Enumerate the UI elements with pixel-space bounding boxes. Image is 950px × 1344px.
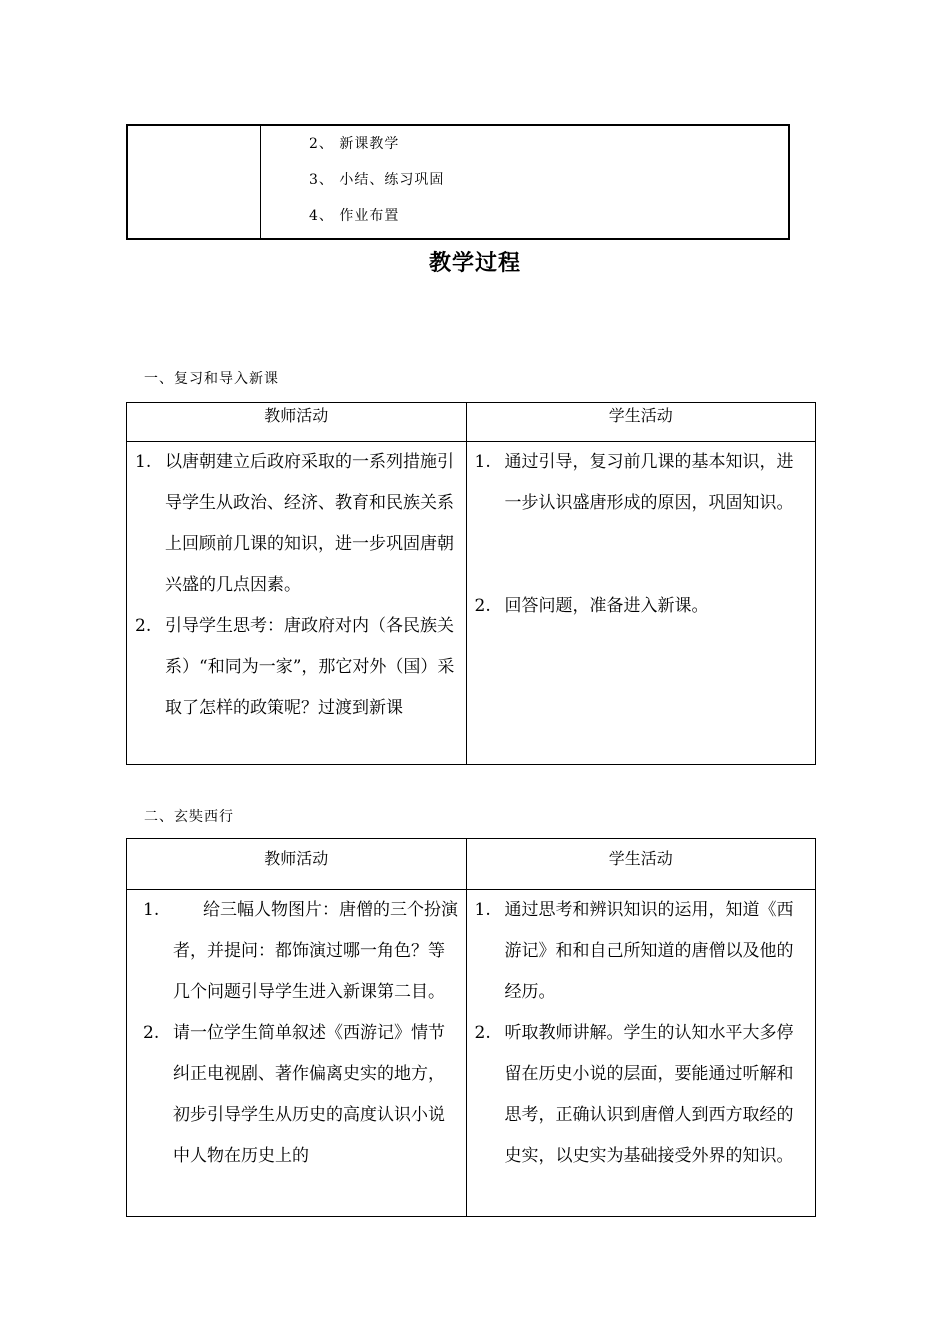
item-number: 1. [474,900,491,920]
activity-table-xuanzang [126,838,816,1217]
spacer [467,524,815,586]
list-item [467,890,815,1013]
list-item [467,442,815,524]
item-text: 通过思考和辨识知识的运用，知道《西游记》和和自己所知道的唐僧以及他的经历。 [504,900,794,1002]
step-item: 4、 作业布置 [309,208,400,224]
section-title-xuanzang: 二、玄奘西行 [144,809,234,825]
item-text: 听取教师讲解。学生的认知水平大多停留在历史小说的层面，要能通过听解和思考，正确认识到唐僧人到西方取经的史实，以史实为基础接受外界的知识。 [504,1023,794,1166]
item-number: 1. [135,452,152,472]
item-number: 2. [135,616,152,636]
item-text: 请一位学生简单叙述《西游记》情节纠正电视剧、著作偏离史实的地方，初步引导学生从历史的高度认识小说中人物在历史上的 [173,1023,445,1166]
page-title: 教学过程 [428,251,521,276]
item-text: 给三幅人物图片：唐僧的三个扮演者，并提问：都饰演过哪一角色？等几个问题引导学生进入新课第二目。 [173,900,458,1002]
list-item [127,890,466,1013]
item-number: 2. [474,1023,491,1043]
item-number: 1. [474,452,491,472]
activity-table-review [126,402,816,765]
student-activity-header: 学生活动 [466,403,815,442]
teacher-activity-header: 教师活动 [127,403,467,442]
section-title-review: 一、复习和导入新课 [144,371,279,387]
list-item [127,442,466,606]
step-item: 3、 小结、练习巩固 [309,172,445,188]
list-item [467,586,815,627]
list-item [127,1013,466,1177]
item-text: 以唐朝建立后政府采取的一系列措施引导学生从政治、经济、教育和民族关系上回顾前几课的知识，进一步巩固唐朝兴盛的几点因素。 [165,452,454,595]
item-text: 通过引导，复习前几课的基本知识，进一步认识盛唐形成的原因，巩固知识。 [504,452,794,513]
student-activity-cell [466,890,815,1217]
list-item [467,1013,815,1177]
item-text: 引导学生思考：唐政府对内（各民族关系）“和同为一家”，那它对外（国）采取了怎样的政策呢？过渡到新课 [165,616,455,718]
item-text: 回答问题，准备进入新课。 [504,596,709,616]
teacher-activity-cell [127,890,467,1217]
list-item [127,606,466,729]
steps-list [261,126,788,238]
item-number: 1. [143,900,160,920]
step-item: 2、 新课教学 [309,136,400,152]
steps-table-content-cell [261,125,790,239]
teacher-activity-header: 教师活动 [127,839,467,890]
student-activity-header: 学生活动 [466,839,815,890]
steps-table [126,124,790,240]
steps-table-label-cell [127,125,261,239]
teacher-activity-cell [127,442,467,765]
item-number: 2. [474,596,491,616]
student-activity-cell [466,442,815,765]
item-number: 2. [143,1023,160,1043]
